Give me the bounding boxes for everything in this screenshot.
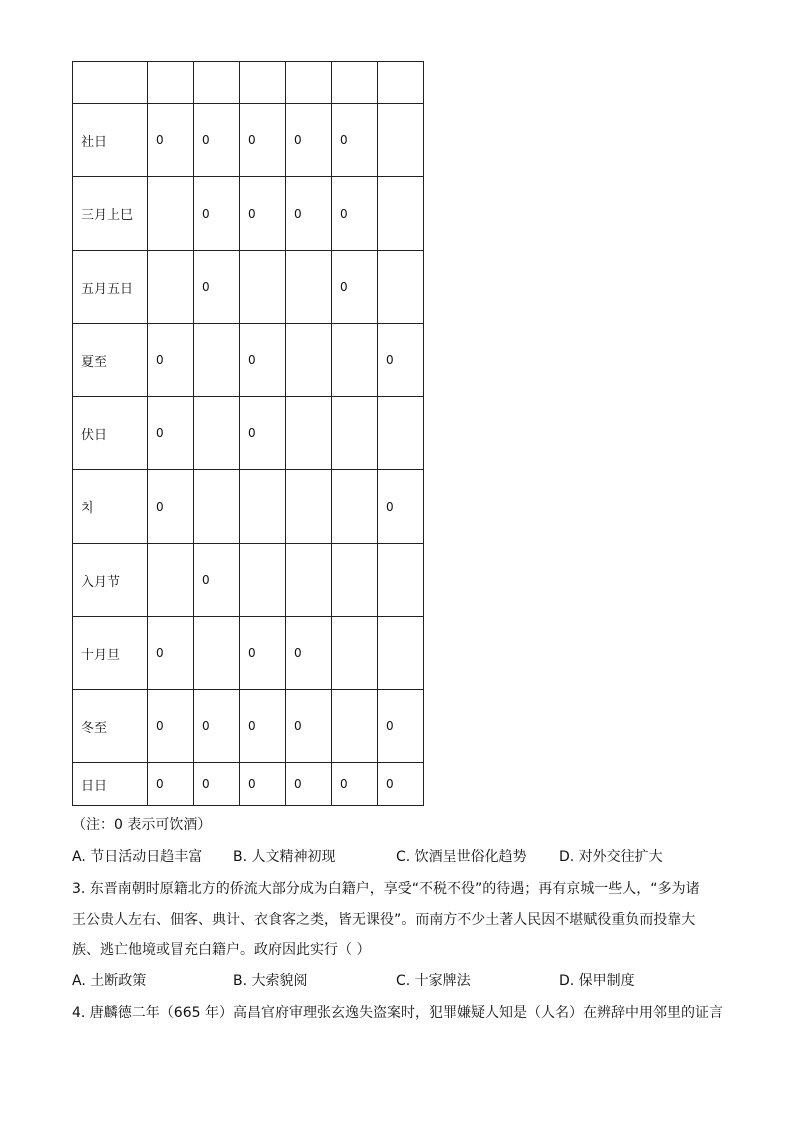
table-row (73, 617, 424, 690)
header-cell (286, 62, 332, 104)
q3-option-d: D. 保甲制度 (559, 973, 635, 989)
table-cell (332, 397, 378, 470)
table-row (73, 690, 424, 763)
table-cell (240, 544, 286, 617)
header-cell (240, 62, 286, 104)
q3-option-c: C. 十家牌法 (396, 973, 471, 989)
table-cell (194, 397, 240, 470)
table-cell: 0 (286, 104, 332, 177)
table-cell (194, 617, 240, 690)
table-cell (332, 470, 378, 544)
q2-option-a: A. 节日活动日趋丰富 (72, 849, 203, 865)
table-cell: 0 (194, 544, 240, 617)
table-cell (194, 470, 240, 544)
row-label: 入月节 (73, 544, 148, 617)
table-cell (378, 544, 424, 617)
q2-option-c: C. 饮酒呈世俗化趋势 (396, 849, 527, 865)
table-cell: 0 (332, 104, 378, 177)
row-label: 五月五日 (73, 251, 148, 324)
row-label: 十月旦 (73, 617, 148, 690)
table-cell (378, 397, 424, 470)
table-cell: 0 (240, 104, 286, 177)
row-label: 冬至 (73, 690, 148, 763)
table-cell (240, 470, 286, 544)
table-cell (286, 251, 332, 324)
table-cell: 0 (378, 470, 424, 544)
table-cell (378, 177, 424, 251)
table-cell (240, 251, 286, 324)
table-cell: 0 (240, 617, 286, 690)
header-cell (148, 62, 194, 104)
header-cell (194, 62, 240, 104)
table-row (73, 177, 424, 251)
table-cell (332, 617, 378, 690)
table-row (73, 324, 424, 397)
table-cell: 0 (194, 763, 240, 806)
table-cell: 0 (332, 763, 378, 806)
table-cell (332, 544, 378, 617)
table-cell: 0 (332, 177, 378, 251)
table-cell: 0 (148, 104, 194, 177)
table-cell: 0 (148, 470, 194, 544)
table-cell: 0 (332, 251, 378, 324)
table-note: （注：0 表示可饮酒） (72, 817, 212, 833)
table-cell (286, 544, 332, 617)
table-cell: 0 (240, 690, 286, 763)
table-cell (378, 617, 424, 690)
row-label: 伏日 (73, 397, 148, 470)
table-row (73, 397, 424, 470)
header-cell (378, 62, 424, 104)
table-cell: 0 (148, 763, 194, 806)
table-cell: 0 (378, 690, 424, 763)
table-cell: 0 (194, 690, 240, 763)
table-cell: 0 (240, 177, 286, 251)
holiday-drinking-table (72, 61, 424, 806)
table-cell (286, 470, 332, 544)
table-row (73, 544, 424, 617)
table-cell: 0 (148, 397, 194, 470)
table-row (73, 470, 424, 544)
table-cell: 0 (240, 324, 286, 397)
row-label: 夏至 (73, 324, 148, 397)
table-cell: 0 (286, 763, 332, 806)
q4-text-line-1: 4. 唐麟德二年（665 年）高昌官府审理张玄逸失盗案时，犯罪嫌疑人知是（人名）在辨辞中用邻里的证言 (72, 1005, 723, 1021)
row-label: 치 (73, 470, 148, 544)
q3-text-line-1: 3. 东晋南朝时原籍北方的侨流大部分成为白籍户，享受“不税不役”的待遇；再有京城一些人，“多为诸 (72, 881, 700, 897)
table-cell: 0 (148, 617, 194, 690)
table-cell: 0 (194, 251, 240, 324)
q2-option-d: D. 对外交往扩大 (559, 849, 663, 865)
q3-option-a: A. 土断政策 (72, 973, 147, 989)
table-cell: 0 (286, 690, 332, 763)
table-cell (148, 177, 194, 251)
table-row (73, 104, 424, 177)
table-cell: 0 (378, 324, 424, 397)
q3-option-b: B. 大索貌阅 (233, 973, 308, 989)
table-cell: 0 (286, 617, 332, 690)
table-cell (332, 324, 378, 397)
table-cell (378, 104, 424, 177)
table-cell (286, 397, 332, 470)
table-cell: 0 (148, 324, 194, 397)
table-cell (378, 251, 424, 324)
table-cell: 0 (286, 177, 332, 251)
q3-text-line-2: 王公贵人左右、佃客、典计、衣食客之类，皆无课役”。而南方不少土著人民因不堪赋役重负而投靠大 (72, 912, 696, 928)
table-cell (148, 544, 194, 617)
table-cell (194, 324, 240, 397)
table-cell: 0 (148, 690, 194, 763)
q2-option-b: B. 人文精神初现 (233, 849, 336, 865)
table-cell: 0 (240, 397, 286, 470)
table-cell (148, 251, 194, 324)
row-label: 三月上巳 (73, 177, 148, 251)
table-cell (286, 324, 332, 397)
q3-text-line-3: 族、逃亡他境或冒充白籍户。政府因此实行（ ） (72, 942, 371, 958)
header-cell (332, 62, 378, 104)
table-cell: 0 (240, 763, 286, 806)
table-row (73, 251, 424, 324)
row-label: 社日 (73, 104, 148, 177)
table-cell (332, 690, 378, 763)
row-label: 日日 (73, 763, 148, 806)
table-cell: 0 (194, 177, 240, 251)
table-cell: 0 (194, 104, 240, 177)
table-row (73, 763, 424, 806)
table-cell: 0 (378, 763, 424, 806)
table-header-row (73, 62, 424, 104)
header-cell (73, 62, 148, 104)
